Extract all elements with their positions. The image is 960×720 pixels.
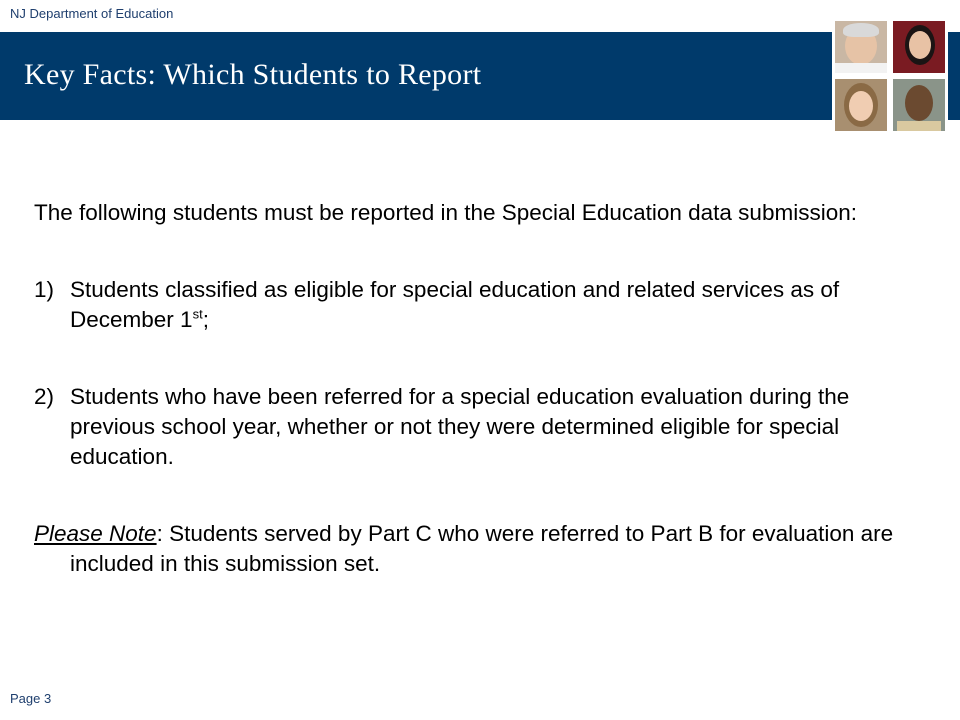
list-item	[34, 275, 914, 335]
intro-paragraph	[34, 198, 914, 228]
organization-name: NJ Department of Education	[10, 6, 174, 21]
note-label: Please Note	[34, 521, 157, 546]
list-item-tail: ;	[202, 307, 209, 332]
woman-smiling-photo	[832, 76, 890, 134]
note-text: : Students served by Part C who were referred to Part B for evaluation are included in this submission set.	[70, 521, 894, 576]
man-photo	[832, 18, 890, 76]
note-paragraph	[34, 519, 914, 579]
man-smiling-photo	[890, 76, 948, 134]
slide-title: Key Facts: Which Students to Report	[24, 58, 482, 91]
list-item	[34, 382, 914, 472]
slide-body	[34, 198, 914, 579]
page-number: Page 3	[10, 691, 52, 706]
woman-photo	[890, 18, 948, 76]
intro-text: The following students must be reported in the Special Education data submission:	[34, 200, 857, 225]
list-item-text: Students classified as eligible for special education and related services as of December 1	[70, 277, 840, 332]
list-number: 1)	[34, 277, 55, 302]
list-item-text: Students who have been referred for a special education evaluation during the previous school year, whether or not they were determined eligible for special education.	[70, 384, 850, 469]
photo-collage	[832, 18, 946, 132]
superscript: st	[192, 306, 203, 322]
list-number: 2)	[34, 384, 55, 409]
